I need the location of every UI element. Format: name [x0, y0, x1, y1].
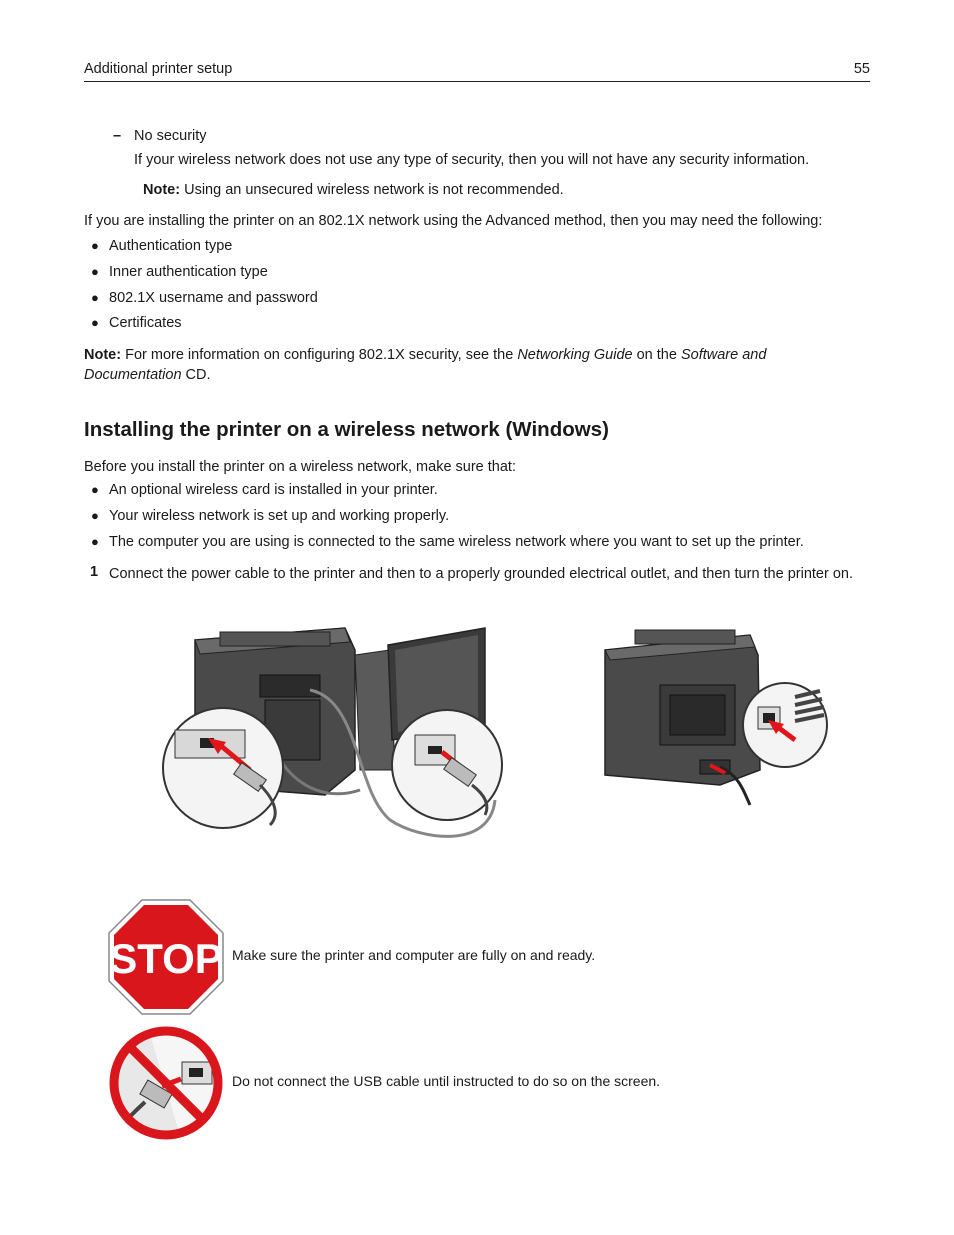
- bullet-dot: ●: [91, 534, 99, 549]
- stop-sign-label: STOP: [109, 935, 223, 982]
- advanced-note: [84, 345, 874, 385]
- note-text: CD.: [181, 367, 211, 383]
- bullet-dot: ●: [91, 290, 99, 305]
- bullet-dot: ●: [91, 482, 99, 497]
- security-term: No security: [134, 128, 207, 144]
- step-text: Connect the power cable to the printer and then to a properly grounded electrical outlet, and then turn the printer on.: [109, 566, 854, 582]
- cd-title: Documentation: [84, 367, 182, 383]
- printer-power-illustration: [600, 625, 832, 810]
- cd-title: Software and: [680, 347, 767, 363]
- note-label: Note:: [143, 182, 181, 198]
- list-item: 802.1X username and password: [109, 290, 318, 306]
- dash-marker: –: [113, 128, 122, 144]
- guide-title: Networking Guide: [517, 347, 633, 363]
- stop-sign-icon: [107, 898, 225, 1016]
- header-rule: [84, 81, 870, 82]
- list-item: An optional wireless card is installed in your printer.: [109, 482, 438, 498]
- list-item: Your wireless network is set up and working properly.: [109, 508, 450, 524]
- list-item: Authentication type: [109, 238, 233, 254]
- usb-caption: Do not connect the USB cable until instructed to do so on the screen.: [232, 1073, 661, 1089]
- printer-computer-illustration: [160, 620, 505, 850]
- step-number: 1: [90, 564, 99, 580]
- list-item: The computer you are using is connected to the same wireless network where you want to set up the printer.: [109, 534, 804, 550]
- bullet-dot: ●: [91, 238, 99, 253]
- running-header: Additional printer setup: [84, 61, 233, 77]
- page-number: 55: [853, 61, 870, 77]
- list-item: Inner authentication type: [109, 264, 268, 280]
- advanced-intro: If you are installing the printer on an 802.1X network using the Advanced method, then you may need the following:: [84, 213, 823, 229]
- section-heading: Installing the printer on a wireless network (Windows): [84, 418, 609, 441]
- security-description: If your wireless network does not use any type of security, then you will not have any security information.: [134, 152, 810, 168]
- note-text: on the: [632, 347, 681, 363]
- bullet-dot: ●: [91, 508, 99, 523]
- note-text: Using an unsecured wireless network is not recommended.: [180, 182, 564, 198]
- security-note: [143, 182, 564, 198]
- bullet-dot: ●: [91, 264, 99, 279]
- stop-caption: Make sure the printer and computer are fully on and ready.: [232, 947, 596, 963]
- note-label: Note:: [84, 347, 122, 363]
- no-usb-icon: [107, 1024, 225, 1142]
- section-intro: Before you install the printer on a wireless network, make sure that:: [84, 459, 516, 475]
- note-text: For more information on configuring 802.1X security, see the: [121, 347, 518, 363]
- bullet-dot: ●: [91, 315, 99, 330]
- list-item: Certificates: [109, 315, 182, 331]
